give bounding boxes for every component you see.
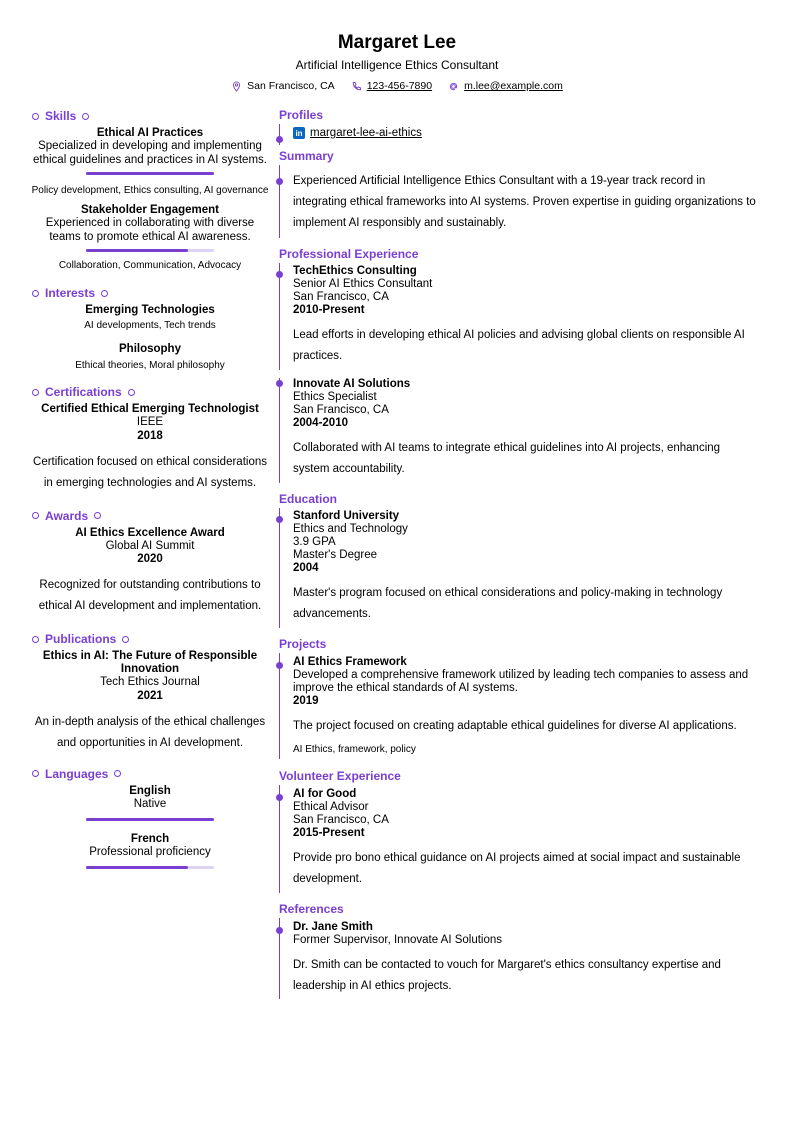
project-name: AI Ethics Framework bbox=[293, 656, 407, 668]
skill-description: Specialized in developing and implementing ethical guidelines and practices in AI systems. bbox=[33, 140, 267, 166]
summary-heading: Summary bbox=[279, 149, 334, 163]
project-keywords: AI Ethics, framework, policy bbox=[293, 744, 416, 755]
experience-item bbox=[279, 378, 759, 483]
award-awarder: Global AI Summit bbox=[105, 539, 195, 552]
publication-date: 2021 bbox=[137, 689, 163, 702]
skill-name: Stakeholder Engagement bbox=[80, 204, 220, 216]
publication-publisher: Tech Ethics Journal bbox=[100, 676, 200, 688]
email-item[interactable] bbox=[448, 80, 563, 92]
circle-icon bbox=[32, 636, 39, 643]
awards-heading: Awards bbox=[30, 508, 270, 524]
profile-link[interactable]: margaret-lee-ai-ethics bbox=[310, 127, 422, 139]
timeline-dot bbox=[276, 516, 283, 523]
candidate-name: Margaret Lee bbox=[337, 32, 457, 53]
award-summary: Recognized for outstanding contributions to ethical AI development and implementation. bbox=[38, 579, 262, 612]
education-area: Ethics and Technology bbox=[293, 523, 408, 535]
experience-date: 2010-Present bbox=[293, 304, 365, 316]
profiles-block bbox=[279, 124, 759, 145]
timeline-dot bbox=[276, 380, 283, 387]
certification-name: Certified Ethical Emerging Technologist bbox=[41, 403, 259, 415]
education-score: 3.9 GPA bbox=[293, 536, 336, 548]
volunteer-item bbox=[279, 785, 759, 893]
timeline-dot bbox=[276, 927, 283, 934]
reference-description: Former Supervisor, Innovate AI Solutions bbox=[293, 934, 503, 946]
language-item bbox=[30, 833, 270, 869]
award-date: 2020 bbox=[137, 553, 163, 565]
timeline-dot bbox=[276, 794, 283, 801]
certification-date: 2018 bbox=[137, 429, 163, 442]
linkedin-icon: in bbox=[293, 127, 305, 139]
volunteer-heading: Volunteer Experience bbox=[279, 769, 401, 783]
phone-link[interactable]: 123-456-7890 bbox=[366, 80, 433, 92]
experience-location: San Francisco, CA bbox=[293, 404, 389, 416]
skill-name: Ethical AI Practices bbox=[96, 127, 204, 139]
circle-icon bbox=[32, 770, 39, 777]
reference-item bbox=[279, 918, 759, 999]
language-name: English bbox=[129, 784, 171, 797]
circle-icon bbox=[101, 290, 108, 297]
skill-level-bar bbox=[86, 172, 214, 175]
interest-name: Emerging Technologies bbox=[85, 304, 215, 316]
interest-name: Philosophy bbox=[119, 343, 181, 355]
language-fluency: Professional proficiency bbox=[89, 846, 211, 858]
experience-heading: Professional Experience bbox=[279, 247, 419, 261]
experience-position: Senior AI Ethics Consultant bbox=[293, 278, 433, 290]
at-sign-icon bbox=[448, 81, 459, 92]
right-column bbox=[279, 108, 759, 999]
award-title: AI Ethics Excellence Award bbox=[75, 526, 225, 539]
timeline-dot bbox=[276, 662, 283, 669]
education-summary: Master's program focused on ethical considerations and policy-making in technology advancements. bbox=[293, 587, 723, 620]
interest-item bbox=[30, 304, 270, 332]
contact-bar bbox=[0, 80, 794, 92]
profile-item[interactable] bbox=[293, 127, 759, 139]
map-pin-icon bbox=[231, 81, 242, 92]
education-date: 2004 bbox=[293, 562, 319, 574]
skill-description: Experienced in collaborating with diverse teams to promote ethical AI awareness. bbox=[45, 217, 255, 243]
language-name: French bbox=[130, 833, 170, 845]
certification-issuer: IEEE bbox=[136, 416, 164, 428]
skill-item bbox=[30, 127, 270, 198]
skills-heading: Skills bbox=[30, 108, 270, 124]
volunteer-location: San Francisco, CA bbox=[293, 814, 389, 826]
reference-name: Dr. Jane Smith bbox=[293, 921, 373, 933]
project-summary: The project focused on creating adaptable ethical guidelines for diverse AI applications. bbox=[293, 720, 737, 732]
education-institution: Stanford University bbox=[293, 510, 400, 522]
projects-heading: Projects bbox=[279, 637, 327, 651]
language-fluency: Native bbox=[133, 797, 167, 810]
circle-icon bbox=[32, 512, 39, 519]
publication-name: Ethics in AI: The Future of Responsible Innovation bbox=[42, 650, 258, 675]
experience-location: San Francisco, CA bbox=[293, 291, 389, 303]
education-heading: Education bbox=[279, 492, 338, 506]
circle-icon bbox=[94, 512, 101, 519]
skill-keywords: Collaboration, Communication, Advocacy bbox=[58, 260, 242, 271]
phone-icon bbox=[351, 81, 362, 92]
circle-icon bbox=[82, 113, 89, 120]
circle-icon bbox=[32, 113, 39, 120]
circle-icon bbox=[32, 389, 39, 396]
volunteer-organization: AI for Good bbox=[293, 788, 357, 800]
skill-keywords: Policy development, Ethics consulting, AI governance bbox=[31, 185, 269, 196]
timeline-dot bbox=[276, 271, 283, 278]
phone-item[interactable] bbox=[351, 80, 432, 92]
experience-item bbox=[279, 263, 759, 370]
language-level-bar bbox=[86, 866, 214, 869]
timeline-dot bbox=[276, 136, 283, 143]
summary-block bbox=[279, 165, 759, 238]
experience-company: TechEthics Consulting bbox=[293, 265, 417, 277]
project-date: 2019 bbox=[293, 695, 319, 707]
location-item bbox=[231, 80, 335, 92]
circle-icon bbox=[122, 636, 129, 643]
language-level-bar bbox=[86, 818, 214, 821]
interests-heading: Interests bbox=[30, 285, 270, 301]
education-degree: Master's Degree bbox=[293, 549, 378, 561]
location-text: San Francisco, CA bbox=[247, 80, 335, 92]
skill-item bbox=[30, 204, 270, 273]
publications-heading: Publications bbox=[30, 631, 270, 647]
experience-summary: Collaborated with AI teams to integrate ethical guidelines into AI projects, enhancing system accountability. bbox=[293, 442, 721, 475]
education-item bbox=[279, 508, 759, 628]
circle-icon bbox=[128, 389, 135, 396]
publication-summary: An in-depth analysis of the ethical challenges and opportunities in AI development. bbox=[34, 715, 266, 749]
project-item bbox=[279, 653, 759, 759]
profiles-heading: Profiles bbox=[279, 108, 324, 122]
interest-item bbox=[30, 343, 270, 372]
volunteer-position: Ethical Advisor bbox=[293, 801, 369, 813]
timeline-dot bbox=[276, 178, 283, 185]
certifications-heading: Certifications bbox=[30, 384, 270, 400]
publication-item bbox=[30, 650, 270, 754]
references-heading: References bbox=[279, 902, 344, 916]
skill-level-bar bbox=[86, 249, 214, 252]
circle-icon bbox=[32, 290, 39, 297]
headline: Artificial Intelligence Ethics Consultant bbox=[295, 58, 499, 72]
experience-summary: Lead efforts in developing ethical AI policies and advising global clients on responsible AI practices. bbox=[293, 329, 745, 362]
volunteer-summary: Provide pro bono ethical guidance on AI projects aimed at social impact and sustainable development. bbox=[293, 852, 741, 885]
certification-item bbox=[30, 403, 270, 494]
experience-date: 2004-2010 bbox=[293, 417, 348, 429]
volunteer-date: 2015-Present bbox=[293, 827, 365, 839]
language-item bbox=[30, 785, 270, 822]
interest-keywords: AI developments, Tech trends bbox=[84, 320, 216, 331]
interest-keywords: Ethical theories, Moral philosophy bbox=[75, 360, 225, 371]
email-link[interactable]: m.lee@example.com bbox=[464, 80, 563, 92]
award-item bbox=[30, 527, 270, 618]
left-column bbox=[30, 108, 270, 875]
certification-summary: Certification focused on ethical considerations in emerging technologies and AI systems. bbox=[33, 455, 267, 489]
experience-position: Ethics Specialist bbox=[293, 391, 377, 403]
experience-company: Innovate AI Solutions bbox=[293, 378, 411, 390]
project-description: Developed a comprehensive framework utilized by leading tech companies to assess and improve the ethical standards of AI systems. bbox=[293, 669, 749, 694]
circle-icon bbox=[114, 770, 121, 777]
reference-summary: Dr. Smith can be contacted to vouch for Margaret's ethics consultancy expertise and leadership in AI ethics projects. bbox=[293, 959, 721, 992]
summary-text: Experienced Artificial Intelligence Ethics Consultant with a 19-year track record in integrating ethical frameworks into AI systems. Proven expertise in guiding organizations to implement AI responsibly and sustainably. bbox=[293, 175, 756, 229]
languages-heading: Languages bbox=[30, 766, 270, 782]
